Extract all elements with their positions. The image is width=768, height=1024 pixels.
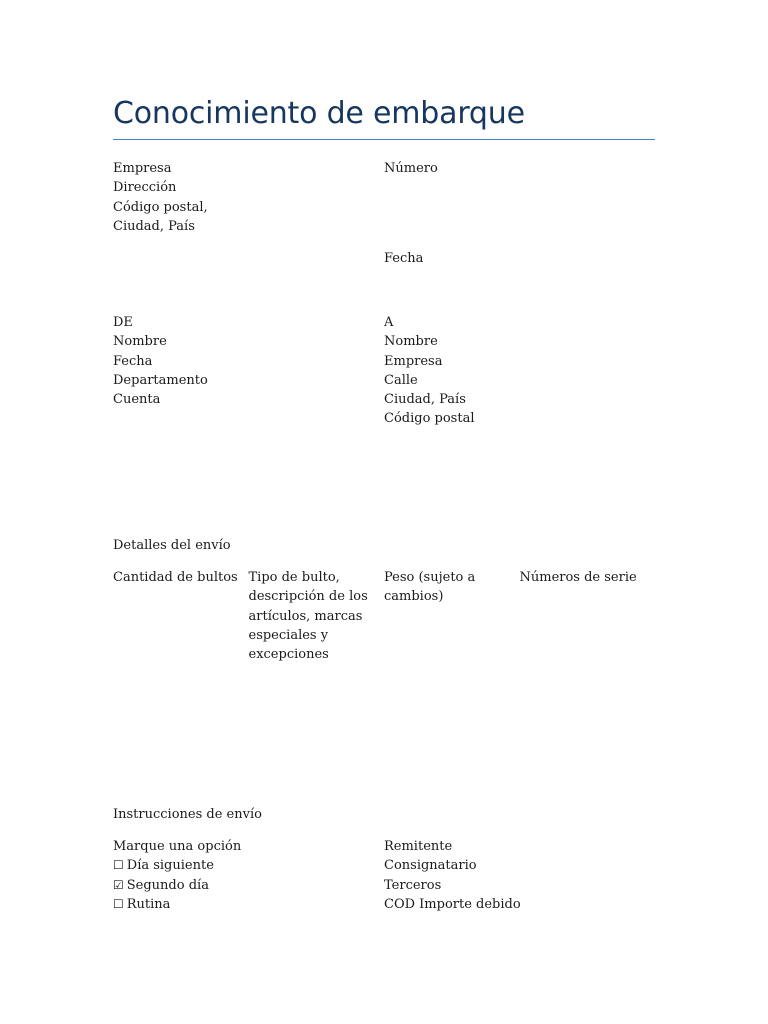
option-next-day[interactable] bbox=[113, 856, 241, 875]
shipping-instructions-heading-text: Instrucciones de envío bbox=[113, 807, 262, 822]
from-heading: DE bbox=[113, 315, 133, 330]
option-second-day[interactable] bbox=[113, 876, 241, 895]
column-package-count: Cantidad de bultos bbox=[113, 570, 238, 585]
to-name: Nombre bbox=[384, 334, 438, 350]
column-package-description: Tipo de bulto, descripción de los artículos, marcas especiales y excepciones bbox=[248, 570, 368, 663]
option-routine-label: Rutina bbox=[126, 896, 171, 912]
column-weight: Peso (sujeto a cambios) bbox=[384, 570, 476, 605]
payer-third-party: Terceros bbox=[384, 877, 442, 893]
shipment-details-heading-text: Detalles del envío bbox=[113, 538, 231, 553]
to-company: Empresa bbox=[384, 353, 443, 369]
title-divider bbox=[113, 139, 655, 140]
payer-block bbox=[384, 837, 521, 914]
shipment-details-table bbox=[113, 568, 655, 664]
shipping-options-block bbox=[113, 837, 241, 914]
payer-shipper: Remitente bbox=[384, 839, 453, 854]
to-postal-code: Código postal bbox=[384, 411, 475, 427]
to-heading: A bbox=[384, 315, 394, 330]
to-street: Calle bbox=[384, 372, 418, 388]
number-label: Número bbox=[384, 161, 438, 176]
options-label: Marque una opción bbox=[113, 839, 242, 854]
to-city-country: Ciudad, País bbox=[384, 392, 466, 408]
option-second-day-label: Segundo día bbox=[126, 877, 209, 893]
column-serial-numbers: Números de serie bbox=[519, 570, 637, 585]
date-field bbox=[384, 249, 423, 268]
payer-consignee: Consignatario bbox=[384, 858, 477, 874]
from-block bbox=[113, 313, 208, 409]
document-title: Conocimiento de embarque bbox=[113, 96, 525, 131]
option-routine[interactable] bbox=[113, 895, 241, 914]
sender-postal-code: Código postal, bbox=[113, 199, 208, 215]
sender-city-country: Ciudad, País bbox=[113, 218, 195, 234]
checkbox-unchecked-icon[interactable]: ☐ bbox=[113, 858, 124, 873]
shipping-instructions-heading bbox=[113, 805, 262, 824]
checkbox-checked-icon[interactable]: ☑ bbox=[113, 877, 124, 892]
number-field bbox=[384, 159, 438, 178]
sender-address: Dirección bbox=[113, 180, 177, 196]
payer-cod-amount-due: COD Importe debido bbox=[384, 896, 521, 912]
shipment-details-heading bbox=[113, 536, 231, 555]
sender-company: Empresa bbox=[113, 161, 172, 176]
sender-address-block bbox=[113, 159, 208, 236]
from-name: Nombre bbox=[113, 334, 167, 350]
to-block bbox=[384, 313, 475, 429]
checkbox-unchecked-icon[interactable]: ☐ bbox=[113, 896, 124, 911]
from-department: Departamento bbox=[113, 372, 208, 388]
from-account: Cuenta bbox=[113, 392, 161, 408]
date-label: Fecha bbox=[384, 251, 424, 266]
from-date: Fecha bbox=[113, 353, 153, 369]
option-next-day-label: Día siguiente bbox=[126, 858, 214, 874]
